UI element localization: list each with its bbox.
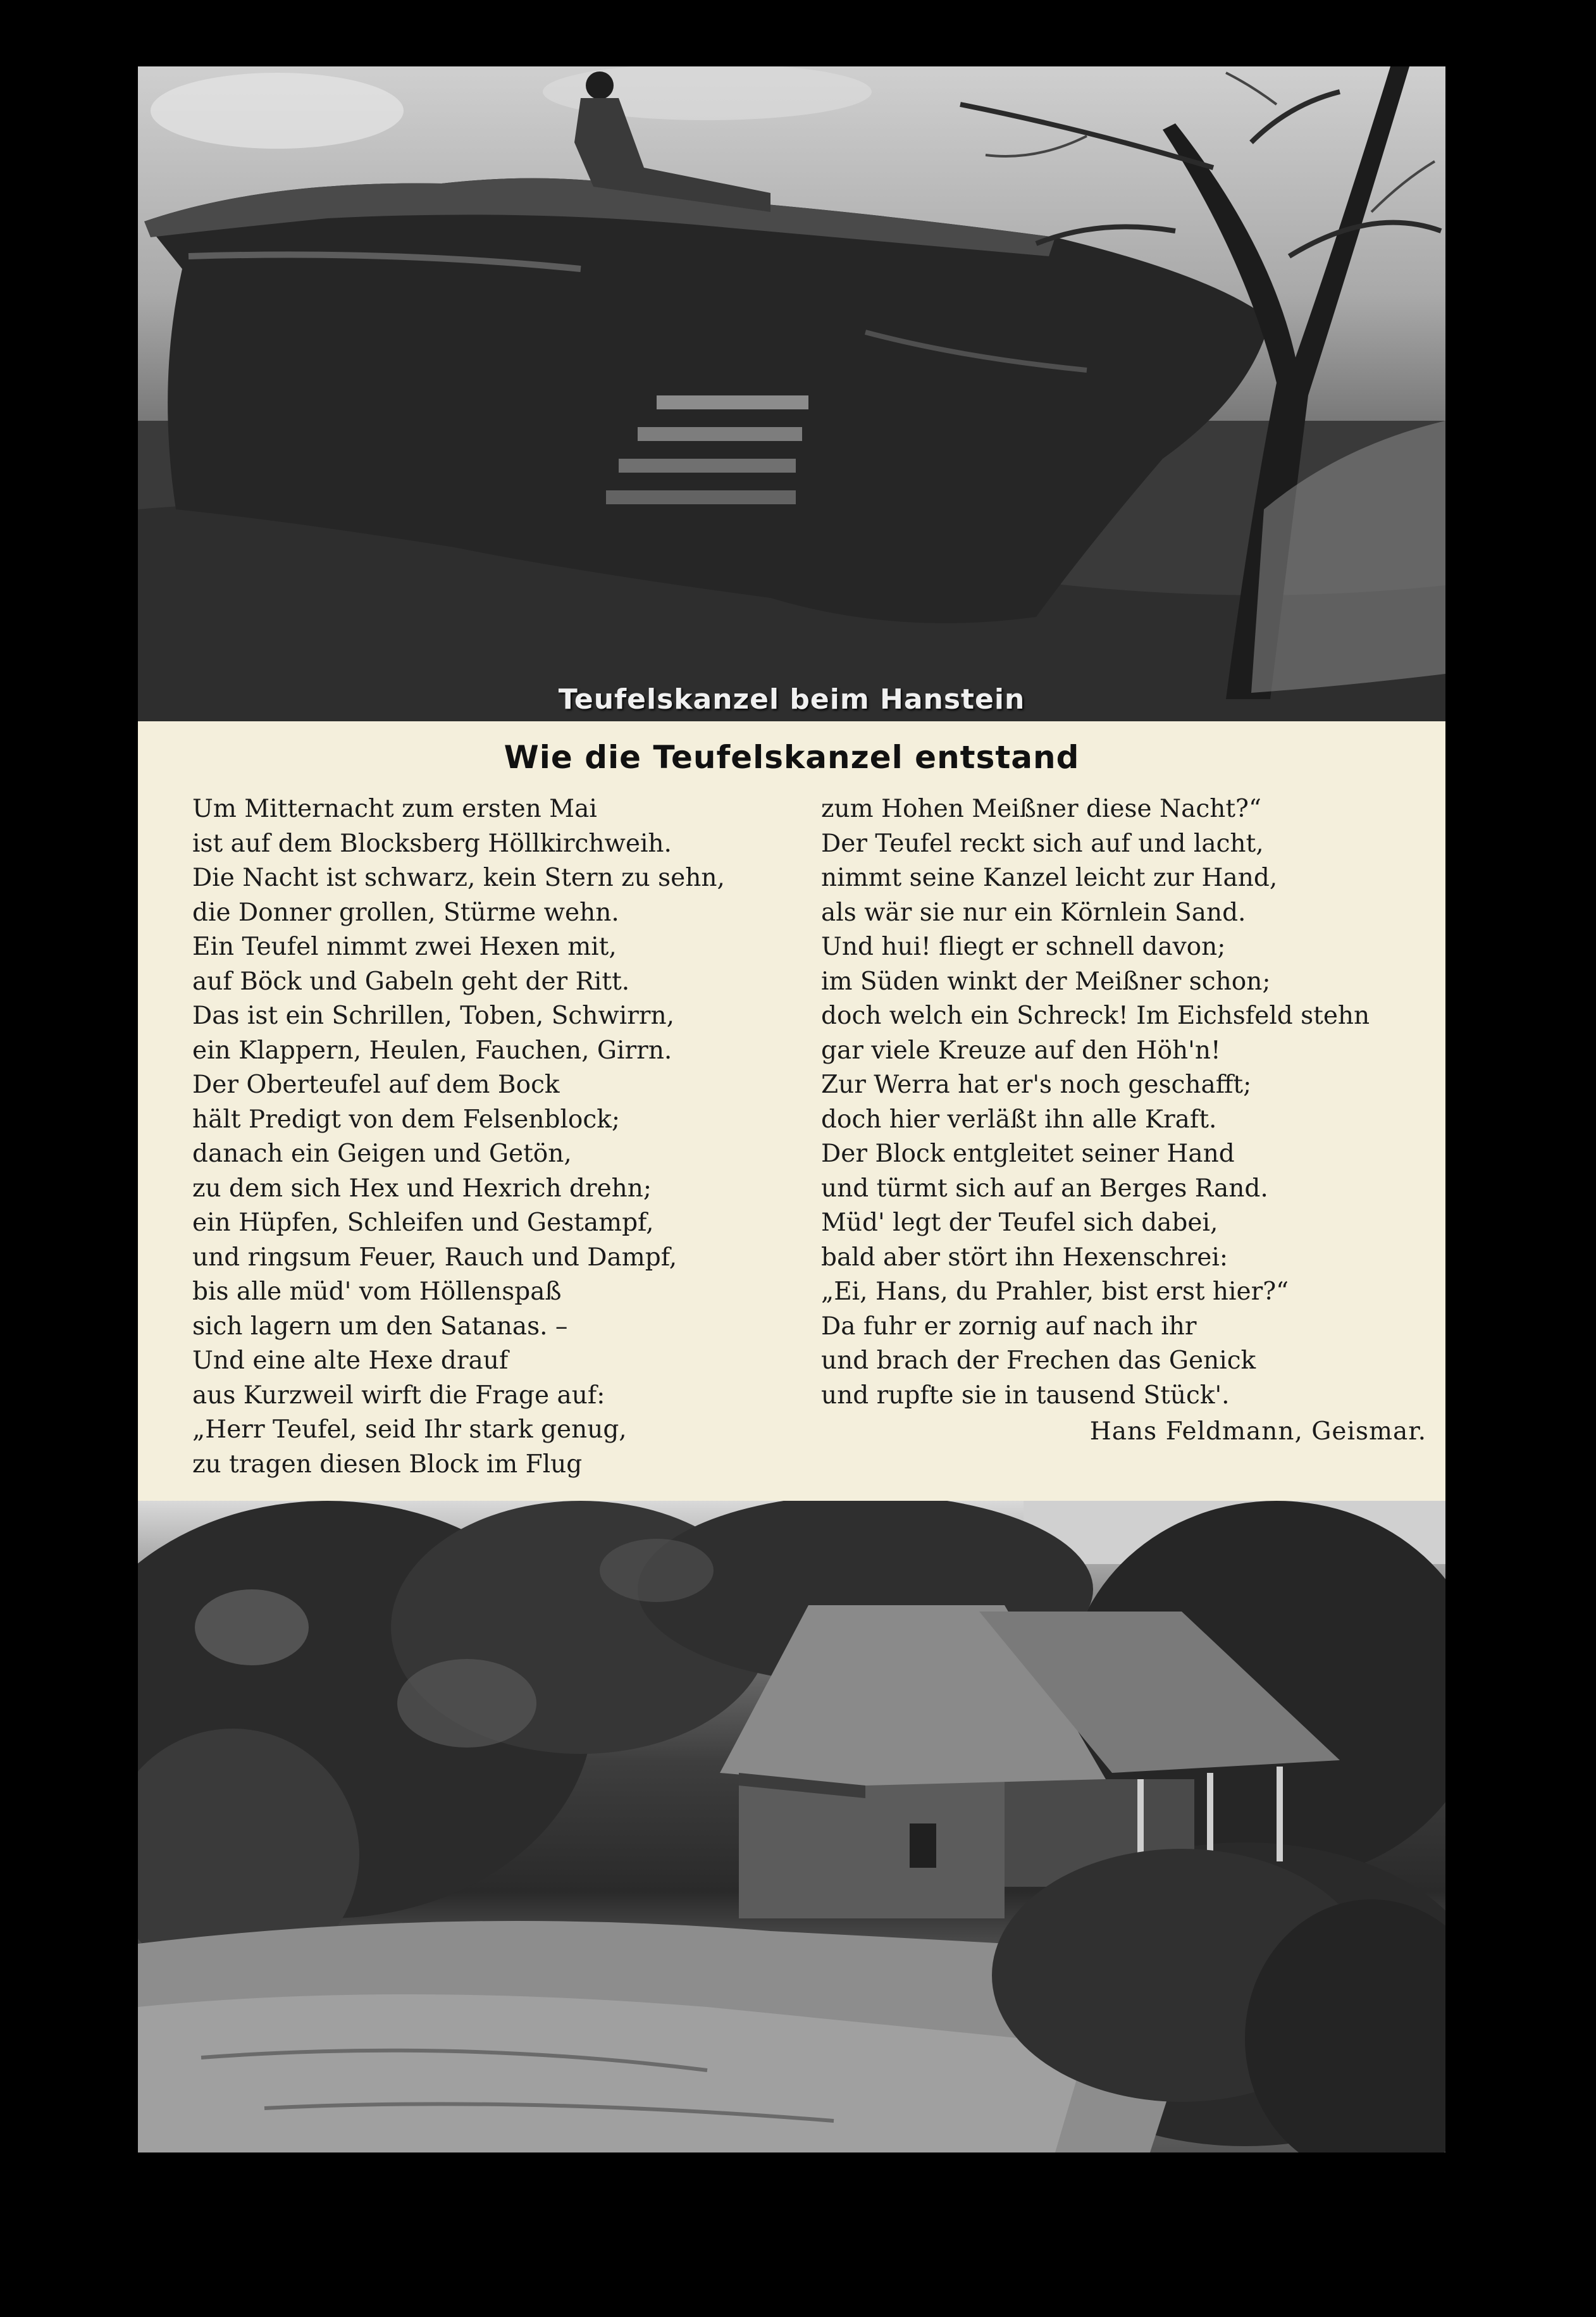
top-photo bbox=[138, 66, 1445, 721]
poem-line: Um Mitternacht zum ersten Mai bbox=[192, 795, 597, 823]
poem-line: Ein Teufel nimmt zwei Hexen mit, bbox=[192, 933, 617, 961]
poem-line: Die Nacht ist schwarz, kein Stern zu sehn, bbox=[192, 864, 725, 892]
poem-line: hält Predigt von dem Felsenblock; bbox=[192, 1105, 621, 1134]
poem-line: zu tragen diesen Block im Flug bbox=[192, 1450, 583, 1479]
poem-line: bald aber stört ihn Hexenschrei: bbox=[821, 1243, 1228, 1272]
poem-line: Der Oberteufel auf dem Bock bbox=[192, 1071, 560, 1099]
poem-line: „Ei, Hans, du Prahler, bist erst hier?“ bbox=[821, 1277, 1289, 1306]
poem-line: Das ist ein Schrillen, Toben, Schwirrn, bbox=[192, 1002, 675, 1030]
poem-line: Und eine alte Hexe drauf bbox=[192, 1346, 509, 1375]
poem-line: nimmt seine Kanzel leicht zur Hand, bbox=[821, 864, 1278, 892]
poem-line: als wär sie nur ein Körnlein Sand. bbox=[821, 898, 1246, 927]
poem-line: „Herr Teufel, seid Ihr stark genug, bbox=[192, 1415, 627, 1444]
poem-line: und brach der Frechen das Genick bbox=[821, 1346, 1256, 1375]
poem-panel bbox=[138, 721, 1445, 1501]
poem-line: ein Hüpfen, Schleifen und Gestampf, bbox=[192, 1208, 654, 1237]
poem-line: danach ein Geigen und Getön, bbox=[192, 1140, 572, 1168]
poem-line: zum Hohen Meißner diese Nacht?“ bbox=[821, 795, 1261, 823]
poem-line: und ringsum Feuer, Rauch und Dampf, bbox=[192, 1243, 677, 1272]
poem-line: doch welch ein Schreck! Im Eichsfeld stehn bbox=[821, 1002, 1370, 1030]
poem-line: Und hui! fliegt er schnell davon; bbox=[821, 933, 1226, 961]
poem-line: im Süden winkt der Meißner schon; bbox=[821, 967, 1271, 996]
poem-line: Müd' legt der Teufel sich dabei, bbox=[821, 1208, 1218, 1237]
poem-line: gar viele Kreuze auf den Höh'n! bbox=[821, 1036, 1221, 1065]
poem-line: die Donner grollen, Stürme wehn. bbox=[192, 898, 619, 927]
poem-line: und türmt sich auf an Berges Rand. bbox=[821, 1174, 1268, 1203]
poem-line: auf Böck und Gabeln geht der Ritt. bbox=[192, 967, 630, 996]
postcard bbox=[138, 66, 1445, 2152]
poem-line: Da fuhr er zornig auf nach ihr bbox=[821, 1312, 1197, 1341]
poem-line: Der Teufel reckt sich auf und lacht, bbox=[821, 829, 1264, 858]
poem-line: ist auf dem Blocksberg Höllkirchweih. bbox=[192, 829, 672, 858]
poem-line: ein Klappern, Heulen, Fauchen, Girrn. bbox=[192, 1036, 672, 1065]
poem-line: und rupfte sie in tausend Stück'. bbox=[821, 1381, 1230, 1410]
poem-line: Der Block entgleitet seiner Hand bbox=[821, 1140, 1235, 1168]
top-photo-caption: Teufelskanzel beim Hanstein bbox=[558, 683, 1025, 716]
poem-line: sich lagern um den Satanas. – bbox=[192, 1312, 568, 1341]
poem-line: zu dem sich Hex und Hexrich drehn; bbox=[192, 1174, 652, 1203]
poem-line: aus Kurzweil wirft die Frage auf: bbox=[192, 1381, 605, 1410]
poem-title: Wie die Teufelskanzel entstand bbox=[504, 739, 1080, 776]
poem-line: bis alle müd' vom Höllenspaß bbox=[192, 1277, 562, 1306]
hut-in-forest-illustration bbox=[138, 1501, 1445, 2152]
bottom-photo bbox=[138, 1501, 1445, 2152]
poem-column-right bbox=[821, 792, 1370, 1413]
poem-line: Zur Werra hat er's noch geschafft; bbox=[821, 1071, 1252, 1099]
rock-pulpit-illustration bbox=[138, 66, 1445, 721]
poem-column-left bbox=[192, 792, 725, 1482]
poem-line: doch hier verläßt ihn alle Kraft. bbox=[821, 1105, 1217, 1134]
poem-author: Hans Feldmann, Geismar. bbox=[1089, 1417, 1426, 1446]
